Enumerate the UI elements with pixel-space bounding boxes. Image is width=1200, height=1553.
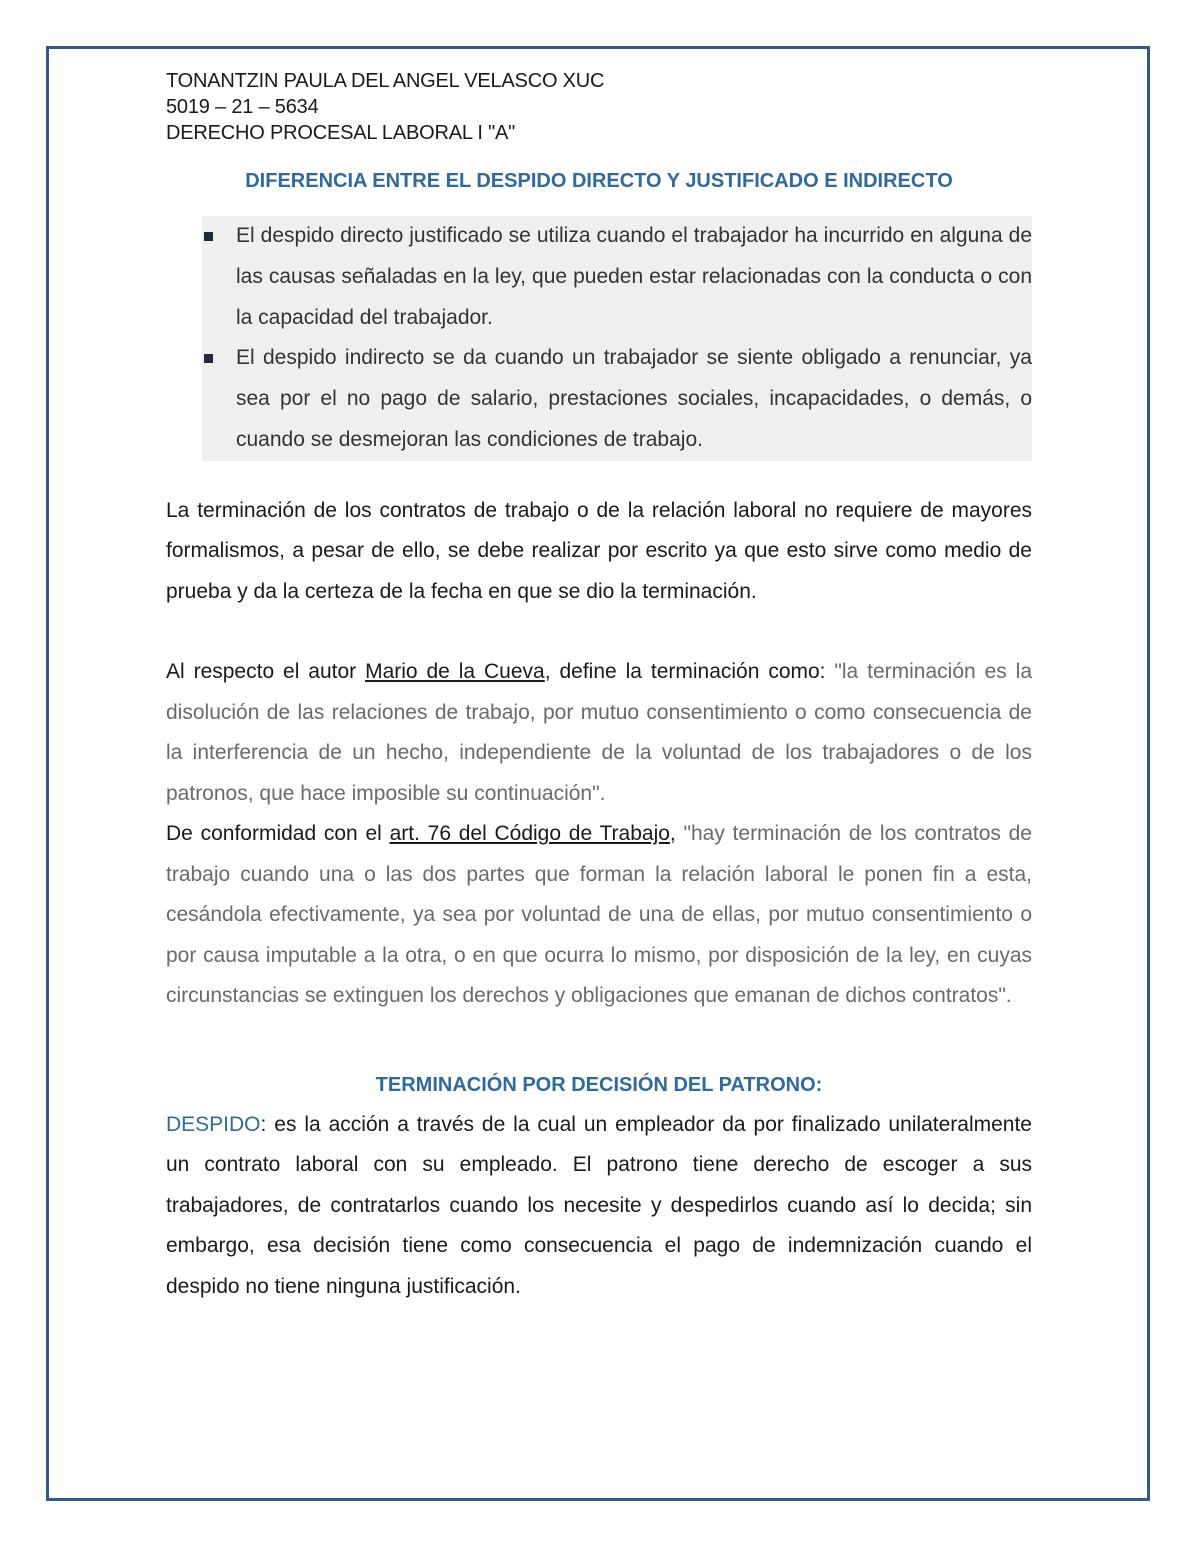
document-title: DIFERENCIA ENTRE EL DESPIDO DIRECTO Y JUSTIFICADO E INDIRECTO xyxy=(245,170,953,192)
list-item xyxy=(202,338,1032,460)
definition-term: DESPIDO xyxy=(166,1112,261,1136)
student-id: 5019 – 21 – 5634 xyxy=(166,96,319,118)
quote-text: "la terminación es la disolución de las relaciones de trabajo, por mutuo consentimiento o como consecuencia de la interferencia de un hecho, independiente de la voluntad de los trabajadores o de los patronos, que hace imposible su continuación". xyxy=(166,660,1033,805)
list-item xyxy=(202,216,1032,338)
paragraph-middle: , xyxy=(669,822,684,846)
bullet-box xyxy=(202,216,1032,461)
definition-text: : es la acción a través de la cual un empleador da por finalizado unilateralmente un contrato laboral con su empleado. El patrono tiene derecho de escoger a sus trabajadores, de contratarlos cuando los necesite y despedirlos cuando así lo decida; sin embargo, esa decisión tiene como consecuencia el pago de indemnización cuando el despido no tiene ninguna justificación. xyxy=(166,1112,1032,1298)
square-bullet-icon xyxy=(204,354,213,363)
paragraph-termination: La terminación de los contratos de trabajo o de la relación laboral no requiere de mayores formalismos, a pesar de ello, se debe realizar por escrito ya que esto sirve como medio de prueba y da la certeza de la fecha en que se dio la terminación. xyxy=(166,498,1032,603)
paragraph-article-76 xyxy=(166,814,1032,1017)
course-name: DERECHO PROCESAL LABORAL I "A" xyxy=(166,122,516,144)
paragraph-cueva xyxy=(166,652,1032,814)
article-link[interactable]: art. 76 del Código de Trabajo xyxy=(389,822,670,846)
section-title: TERMINACIÓN POR DECISIÓN DEL PATRONO: xyxy=(375,1073,823,1096)
document-body xyxy=(166,68,1032,1307)
paragraph-intro: De conformidad con el xyxy=(166,822,390,846)
square-bullet-icon xyxy=(204,232,213,241)
quote-text: "hay terminación de los contratos de trabajo cuando una o las dos partes que forman la relación laboral le ponen fin a esta, cesándola efectivamente, ya sea por voluntad de una de ellas, por mutuo consentimiento o por causa imputable a la otra, o en que ocurra lo mismo, por disposición de la ley, en cuyas circunstancias se extinguen los derechos y obligaciones que emanan de dichos contratos". xyxy=(166,822,1032,1008)
paragraph-despido-definition xyxy=(166,1105,1032,1308)
paragraph-middle: , define la terminación como: xyxy=(544,660,835,684)
bullet-text: El despido indirecto se da cuando un trabajador se siente obligado a renunciar, ya sea por el no pago de salario, prestaciones sociales, incapacidades, o demás, o cuando se desmejoran las condiciones de trabajo. xyxy=(236,346,1032,451)
author-link[interactable]: Mario de la Cueva xyxy=(365,660,545,684)
bullet-text: El despido directo justificado se utiliza cuando el trabajador ha incurrido en alguna de las causas señaladas en la ley, que pueden estar relacionadas con la conducta o con la capacidad del trabajador. xyxy=(236,224,1032,329)
bullet-list xyxy=(202,216,1032,461)
author-name: TONANTZIN PAULA DEL ANGEL VELASCO XUC xyxy=(166,70,605,92)
paragraph-intro: Al respecto el autor xyxy=(166,660,366,684)
